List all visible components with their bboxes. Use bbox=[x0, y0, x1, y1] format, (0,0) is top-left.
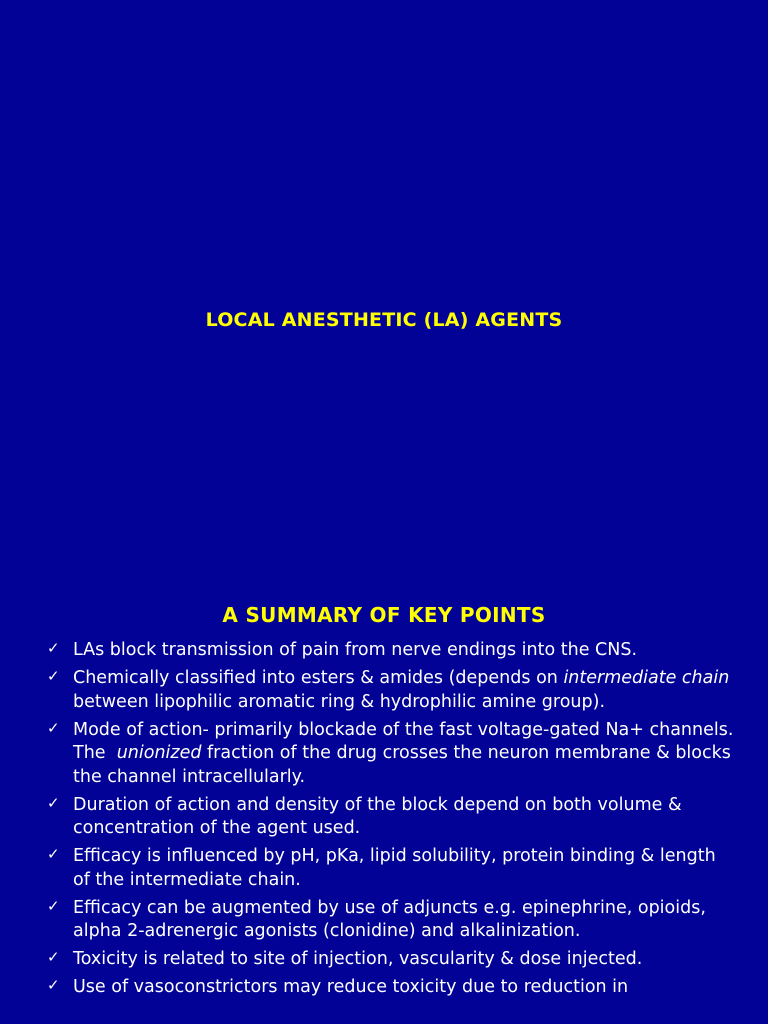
checkmark-icon: ✓ bbox=[47, 896, 60, 915]
point-text: Efficacy can be augmented by use of adjuncts e.g. epinephrine, opioids, alpha 2-adrenergic agonists (clonidine) and alkalinization. bbox=[73, 897, 706, 941]
checkmark-icon: ✓ bbox=[47, 667, 60, 685]
point-text: Chemically classified into esters & amides (depends on bbox=[73, 668, 564, 688]
list-item bbox=[45, 976, 735, 1000]
point-text: Toxicity is related to site of injection, vascularity & dose injected. bbox=[73, 949, 643, 969]
point-text: LAs block transmission of pain from nerve endings into the CNS. bbox=[73, 640, 638, 660]
list-item bbox=[45, 667, 735, 714]
point-text: fraction of the drug crosses the neuron membrane & blocks the channel intracellularly. bbox=[73, 743, 731, 787]
list-item bbox=[45, 794, 735, 841]
point-text: between lipophilic aromatic ring & hydrophilic amine group). bbox=[73, 691, 606, 712]
slide-subtitle: A SUMMARY OF KEY POINTS bbox=[222, 603, 546, 627]
checkmark-icon: ✓ bbox=[47, 793, 60, 812]
key-points-list bbox=[45, 639, 739, 1004]
list-item bbox=[45, 897, 735, 944]
checkmark-icon: ✓ bbox=[47, 948, 60, 966]
point-text: Mode of action- primarily blockade of the fast voltage-gated Na+ channels. The bbox=[73, 719, 739, 763]
list-item bbox=[45, 845, 735, 892]
checkmark-icon: ✓ bbox=[47, 845, 60, 863]
checkmark-icon: ✓ bbox=[47, 718, 60, 737]
slide-title: LOCAL ANESTHETIC (LA) AGENTS bbox=[205, 309, 563, 331]
checkmark-icon: ✓ bbox=[47, 639, 60, 657]
point-emphasis: unionized bbox=[116, 743, 202, 763]
list-item bbox=[45, 948, 735, 972]
point-text: Use of vasoconstrictors may reduce toxicity due to reduction in bbox=[73, 977, 629, 997]
point-text: Duration of action and density of the block depend on both volume & concentration of the agent used. bbox=[73, 794, 682, 838]
list-item bbox=[45, 718, 739, 790]
checkmark-icon: ✓ bbox=[47, 976, 60, 994]
list-item bbox=[45, 639, 735, 663]
point-emphasis: intermediate chain bbox=[563, 668, 730, 688]
point-text: Efficacy is influenced by pH, pKa, lipid solubility, protein binding & length of the intermediate chain. bbox=[73, 846, 716, 890]
